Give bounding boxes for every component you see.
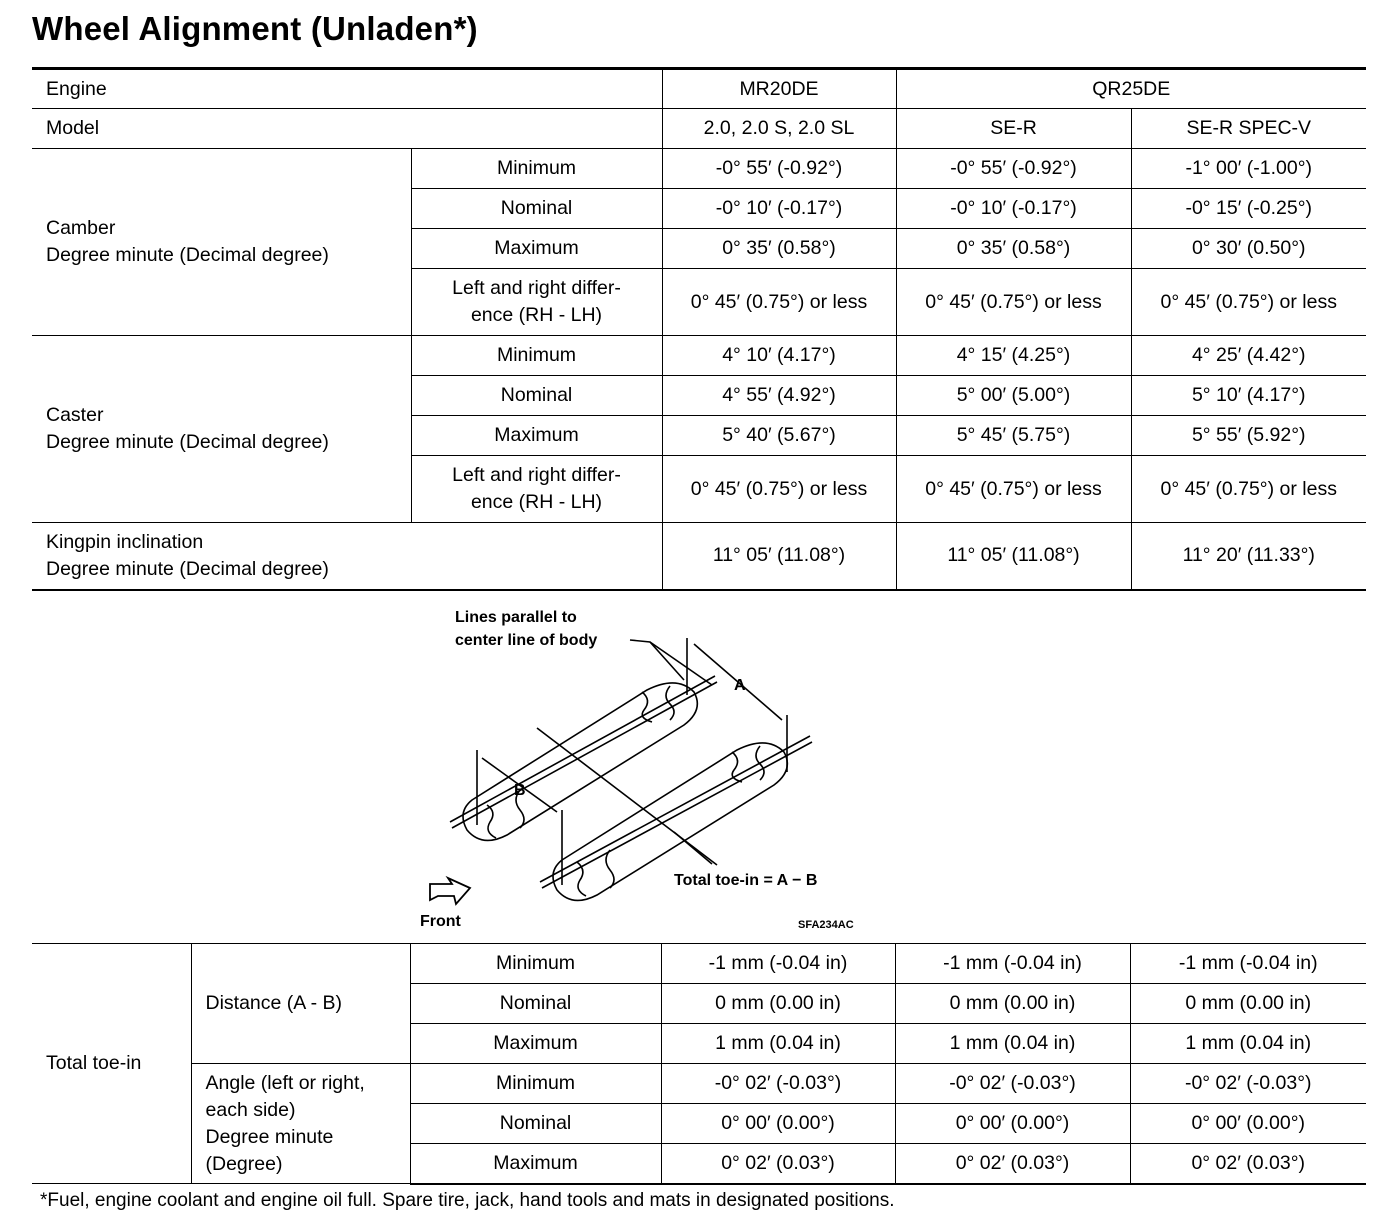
table-row: Angle (left or right, each side) Degree minute (Degree) Minimum -0° 02′ (-0.03°) -0° 02′ (-0.03°) -0° 02′ (-0.03°) xyxy=(32,1064,1366,1104)
page-title: Wheel Alignment (Unladen*) xyxy=(32,10,478,47)
engine-qr25de: QR25DE xyxy=(896,69,1366,109)
table-row: Total toe-in Distance (A - B) Minimum -1 mm (-0.04 in) -1 mm (-0.04 in) -1 mm (-0.04 in) xyxy=(32,944,1366,984)
table-row: Maximum 0° 35′ (0.58°) 0° 35′ (0.58°) 0° 30′ (0.50°) xyxy=(32,229,1366,269)
lr-difference-label: Left and right differ- ence (RH - LH) xyxy=(411,456,662,523)
toe-in-diagram xyxy=(412,600,882,940)
table-row: Kingpin inclination Degree minute (Decimal degree) 11° 05′ (11.08°) 11° 05′ (11.08°) 11° 20′ (11.33°) xyxy=(32,523,1366,590)
kingpin-label: Kingpin inclination Degree minute (Decimal degree) xyxy=(32,523,662,590)
label-a: A xyxy=(734,677,746,694)
model-c: SE-R SPEC-V xyxy=(1131,109,1366,149)
parallel-lines-label-2: center line of body xyxy=(455,632,598,649)
table-row: Left and right differ- ence (RH - LH) 0° 45′ (0.75°) or less 0° 45′ (0.75°) or less 0° 45′ (0.75°) or less xyxy=(32,456,1366,523)
table-row: Camber Degree minute (Decimal degree) Minimum -0° 55′ (-0.92°) -0° 55′ (-0.92°) -1° 00′ (-1.00°) xyxy=(32,149,1366,189)
table-row: Nominal 0 mm (0.00 in) 0 mm (0.00 in) 0 mm (0.00 in) xyxy=(32,984,1366,1024)
footnote: *Fuel, engine coolant and engine oil full. Spare tire, jack, hand tools and mats in designated positions. xyxy=(40,1190,895,1211)
table-row: Nominal 0° 00′ (0.00°) 0° 00′ (0.00°) 0° 00′ (0.00°) xyxy=(32,1104,1366,1144)
table-row: Left and right differ- ence (RH - LH) 0° 45′ (0.75°) or less 0° 45′ (0.75°) or less 0° 45′ (0.75°) or less xyxy=(32,269,1366,336)
toe-in-formula: Total toe-in = A − B xyxy=(674,872,818,889)
label-b: B xyxy=(514,782,526,799)
engine-mr20de: MR20DE xyxy=(662,69,896,109)
table-row: Nominal -0° 10′ (-0.17°) -0° 10′ (-0.17°) -0° 15′ (-0.25°) xyxy=(32,189,1366,229)
total-toe-in-label: Total toe-in xyxy=(32,944,191,1184)
front-arrow-icon xyxy=(430,878,470,904)
lr-difference-label: Left and right differ- ence (RH - LH) xyxy=(411,269,662,336)
engine-label: Engine xyxy=(32,69,662,109)
alignment-table xyxy=(32,67,1366,591)
table-row: Maximum 5° 40′ (5.67°) 5° 45′ (5.75°) 5° 55′ (5.92°) xyxy=(32,416,1366,456)
front-label: Front xyxy=(420,913,461,930)
table-row: Maximum 0° 02′ (0.03°) 0° 02′ (0.03°) 0° 02′ (0.03°) xyxy=(32,1144,1366,1184)
table-row: Maximum 1 mm (0.04 in) 1 mm (0.04 in) 1 mm (0.04 in) xyxy=(32,1024,1366,1064)
toe-in-table xyxy=(32,943,1366,1185)
caster-label: Caster Degree minute (Decimal degree) xyxy=(32,336,411,523)
model-b: SE-R xyxy=(896,109,1131,149)
model-a: 2.0, 2.0 S, 2.0 SL xyxy=(662,109,896,149)
table-row: Nominal 4° 55′ (4.92°) 5° 00′ (5.00°) 5° 10′ (4.17°) xyxy=(32,376,1366,416)
model-label: Model xyxy=(32,109,662,149)
parallel-lines-label-1: Lines parallel to xyxy=(455,609,577,626)
figure-code: SFA234AC xyxy=(798,919,854,931)
angle-label: Angle (left or right, each side) Degree minute (Degree) xyxy=(191,1064,410,1184)
table-row: Caster Degree minute (Decimal degree) Minimum 4° 10′ (4.17°) 4° 15′ (4.25°) 4° 25′ (4.42°) xyxy=(32,336,1366,376)
camber-label: Camber Degree minute (Decimal degree) xyxy=(32,149,411,336)
distance-label: Distance (A - B) xyxy=(191,944,410,1064)
